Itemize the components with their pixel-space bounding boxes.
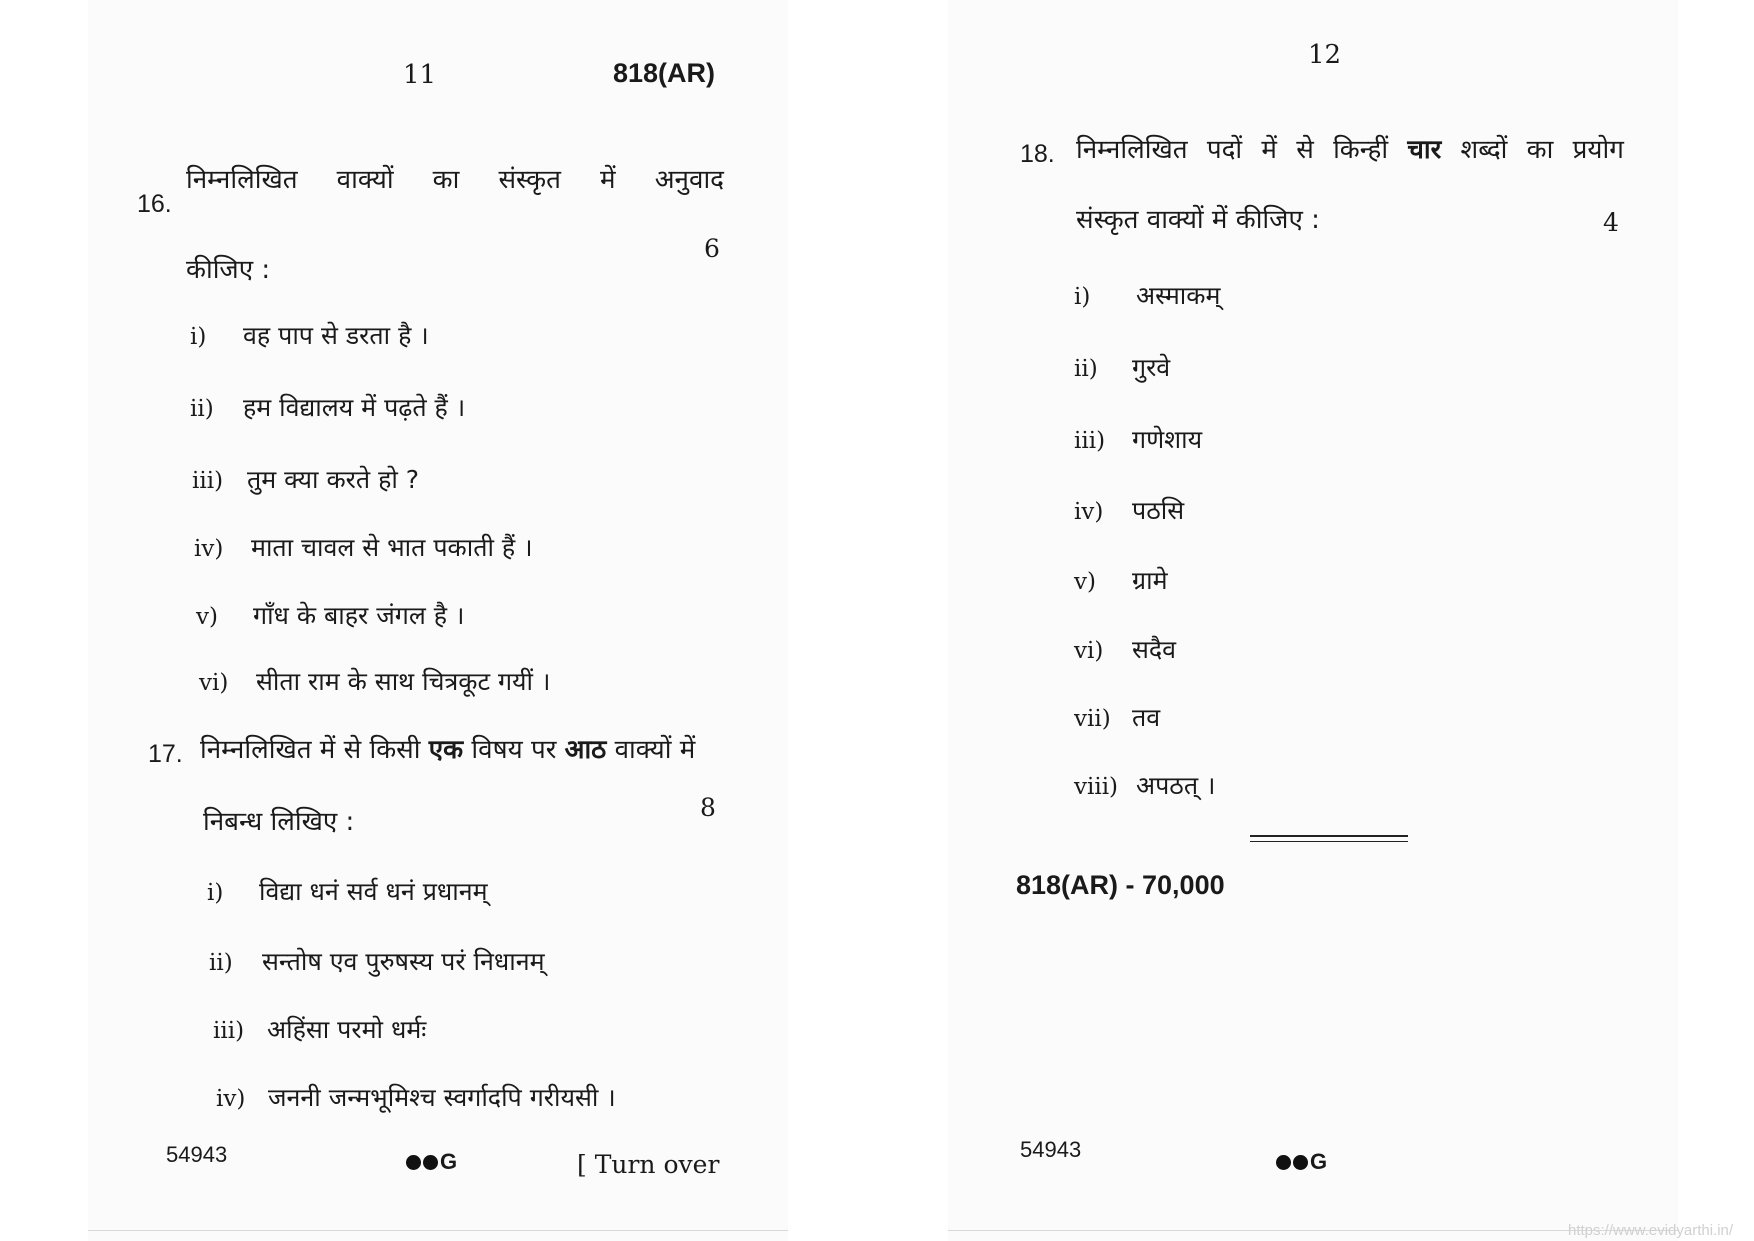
- q18-word: किन्हीं: [1333, 135, 1389, 165]
- q17-text: विषय पर: [471, 735, 557, 765]
- item-text: सीता राम के साथ चित्रकूट गयीं ।: [256, 667, 551, 696]
- left-footer-number: 54943: [166, 1142, 228, 1167]
- q16-word: अनुवाद: [654, 165, 724, 195]
- q16-number: 16.: [137, 190, 172, 218]
- footer-letter: G: [1310, 1149, 1327, 1174]
- left-footer-mark: [406, 1149, 456, 1175]
- item-roman: iv): [216, 1086, 246, 1112]
- q16-item: [190, 318, 429, 352]
- item-text: अहिंसा परमो धर्मः: [267, 1015, 427, 1044]
- end-rule: [1250, 835, 1408, 837]
- q16-line2: कीजिए :: [186, 255, 271, 285]
- q17-item: [216, 1080, 616, 1114]
- q18-number: 18.: [1020, 140, 1055, 168]
- item-text: अस्माकम्: [1136, 281, 1221, 310]
- q18-word: पदों: [1206, 135, 1243, 165]
- q16-marks: 6: [704, 234, 720, 263]
- item-roman: v): [1074, 569, 1096, 595]
- q17-item: [209, 944, 545, 978]
- item-roman: iii): [213, 1018, 245, 1044]
- item-text: तव: [1132, 703, 1161, 732]
- q18-word: का: [1526, 135, 1554, 165]
- q18-marks: 4: [1603, 208, 1619, 237]
- footer-letter: G: [440, 1149, 457, 1174]
- q18-item: [1074, 422, 1202, 456]
- item-roman: vi): [1074, 638, 1104, 664]
- item-text: पठसि: [1132, 496, 1185, 525]
- watermark: https://www.evidyarthi.in/: [1568, 1222, 1734, 1239]
- q16-item: [192, 462, 419, 496]
- q17-line1: [200, 730, 695, 766]
- item-text: सन्तोष एव पुरुषस्य परं निधानम्: [262, 947, 545, 976]
- item-text: जननी जन्मभूमिश्च स्वर्गादपि गरीयसी ।: [268, 1083, 616, 1112]
- dot-icon: [423, 1155, 438, 1170]
- item-text: सदैव: [1132, 635, 1177, 664]
- q16-line1: [186, 160, 724, 196]
- item-roman: i): [207, 880, 224, 906]
- q17-line2: निबन्ध लिखिए :: [203, 807, 355, 837]
- q18-word: में: [1261, 135, 1277, 165]
- item-roman: iii): [192, 468, 224, 494]
- item-text: ग्रामे: [1132, 566, 1168, 595]
- item-roman: v): [196, 604, 218, 630]
- dot-icon: [1276, 1155, 1291, 1170]
- item-text: तुम क्या करते हो ?: [247, 465, 420, 494]
- item-roman: vi): [199, 670, 229, 696]
- turn-over: [ Turn over: [577, 1150, 720, 1179]
- q18-word: प्रयोग: [1572, 135, 1624, 165]
- q18-word: से: [1296, 135, 1314, 165]
- item-roman: iv): [1074, 499, 1104, 525]
- q16-word: में: [600, 165, 616, 195]
- q18-item: [1074, 563, 1168, 597]
- q18-item: [1074, 278, 1220, 312]
- right-footer-mark: [1276, 1149, 1326, 1175]
- item-roman: viii): [1074, 774, 1119, 800]
- q18-word: निम्नलिखित: [1076, 135, 1188, 165]
- item-roman: i): [190, 324, 207, 350]
- left-page-number: 11: [403, 60, 437, 90]
- right-footer-number: 54943: [1020, 1137, 1082, 1162]
- q16-word: निम्नलिखित: [186, 165, 298, 195]
- q16-item: [199, 664, 550, 698]
- q18-line2: संस्कृत वाक्यों में कीजिए :: [1076, 205, 1320, 235]
- end-rule: [1250, 841, 1408, 842]
- item-roman: iii): [1074, 428, 1106, 454]
- left-page-edge: [88, 1230, 788, 1231]
- print-line: 818(AR) - 70,000: [1016, 870, 1225, 900]
- item-text: गाँध के बाहर जंगल है ।: [253, 601, 465, 630]
- dot-icon: [1293, 1155, 1308, 1170]
- right-page: [948, 0, 1678, 1241]
- item-roman: ii): [190, 396, 214, 422]
- q16-word: वाक्यों: [336, 165, 394, 195]
- q18-item: [1074, 350, 1170, 384]
- item-text: अपठत् ।: [1136, 771, 1216, 800]
- q16-item: [194, 530, 533, 564]
- q17-item: [213, 1012, 426, 1046]
- q17-bold-word: आठ: [564, 735, 607, 765]
- q18-item: [1074, 493, 1184, 527]
- q18-item: [1074, 700, 1160, 734]
- q17-number: 17.: [148, 740, 183, 768]
- q18-item: [1074, 632, 1176, 666]
- q16-item: [190, 390, 465, 424]
- q16-word: का: [432, 165, 460, 195]
- q17-text: वाक्यों में: [614, 735, 696, 765]
- item-roman: ii): [209, 950, 233, 976]
- q17-text: निम्नलिखित में से किसी: [200, 735, 421, 765]
- item-roman: i): [1074, 284, 1091, 310]
- right-page-number: 12: [1308, 40, 1342, 70]
- q17-item: [207, 874, 488, 908]
- item-roman: ii): [1074, 356, 1098, 382]
- q16-item: [196, 598, 464, 632]
- item-roman: vii): [1074, 706, 1111, 732]
- q18-item: [1074, 768, 1216, 802]
- dot-icon: [406, 1155, 421, 1170]
- q17-bold-word: एक: [428, 735, 464, 765]
- item-text: वह पाप से डरता है ।: [243, 321, 429, 350]
- paper-code: 818(AR): [613, 58, 716, 88]
- q17-marks: 8: [700, 793, 716, 822]
- q18-word: शब्दों: [1460, 135, 1508, 165]
- q18-line1: [1076, 130, 1624, 166]
- q18-bold-word: चार: [1407, 135, 1442, 165]
- q16-word: संस्कृत: [498, 165, 561, 195]
- item-text: विद्या धनं सर्व धनं प्रधानम्: [259, 877, 488, 906]
- item-text: गुरवे: [1132, 353, 1171, 382]
- item-roman: iv): [194, 536, 224, 562]
- item-text: गणेशाय: [1132, 425, 1203, 454]
- item-text: हम विद्यालय में पढ़ते हैं ।: [243, 393, 466, 422]
- item-text: माता चावल से भात पकाती हैं ।: [251, 533, 533, 562]
